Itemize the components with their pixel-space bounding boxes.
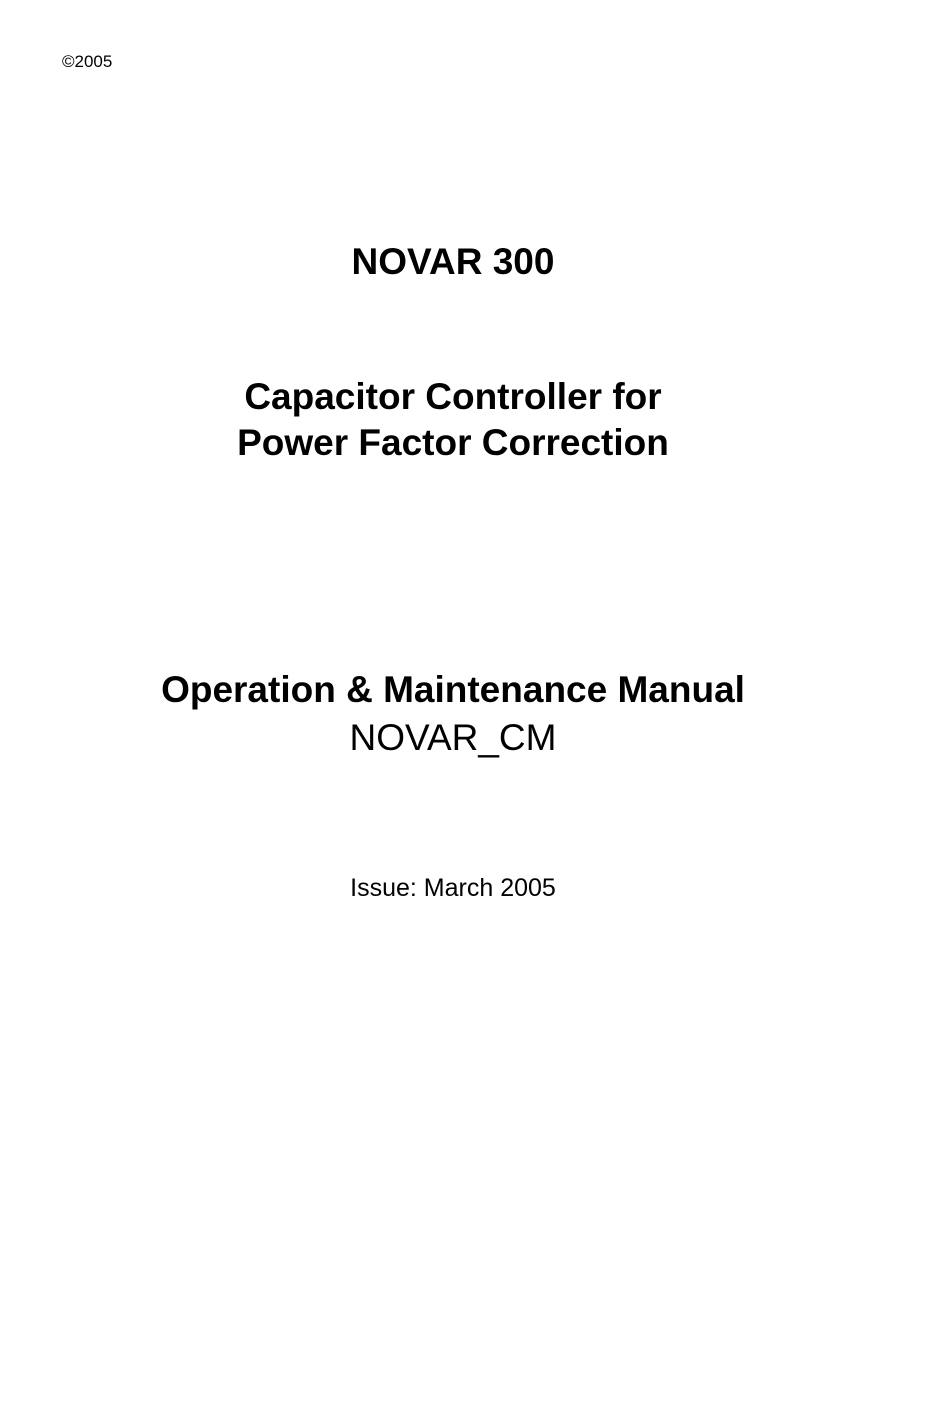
subtitle-line: Power Factor Correction [237,422,669,463]
product-title: NOVAR 300 [351,241,555,282]
copyright-notice: ©2005 [62,52,113,71]
subtitle-line: Capacitor Controller for [244,376,662,417]
product-subtitle [0,374,906,466]
manual-title: Operation & Maintenance Manual [161,669,745,710]
manual-code: NOVAR_CM [349,717,557,758]
issue-date: Issue: March 2005 [350,874,556,902]
